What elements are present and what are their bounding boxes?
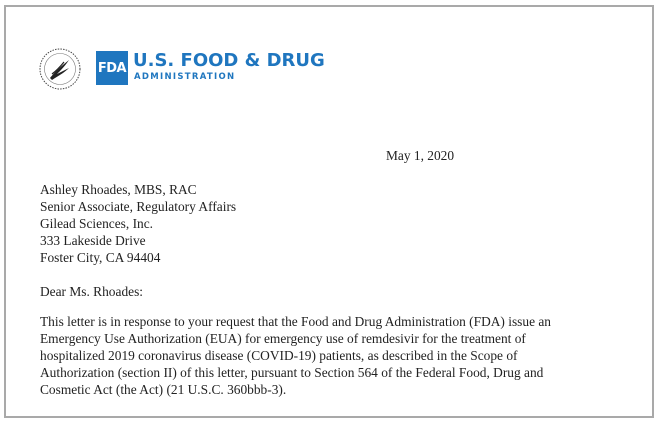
recipient-line: Foster City, CA 94404 — [40, 250, 161, 265]
body-line: hospitalized 2019 coronavirus disease (COVID-19) patients, as described in the Scope of — [40, 348, 518, 363]
body-line: Cosmetic Act (the Act) (21 U.S.C. 360bbb-3). — [40, 382, 287, 397]
agency-name: U.S. FOOD & DRUG — [133, 50, 325, 71]
recipient-line: Ashley Rhoades, MBS, RAC — [40, 182, 197, 197]
body-line: Emergency Use Authorization (EUA) for emergency use of remdesivir for the treatment of — [40, 331, 526, 346]
recipient-line: Gilead Sciences, Inc. — [40, 216, 154, 231]
body-line: Authorization (section II) of this letter, pursuant to Section 564 of the Federal Food, Drug and — [40, 365, 544, 380]
salutation: Dear Ms. Rhoades: — [40, 284, 144, 299]
letter-date: May 1, 2020 — [386, 148, 455, 163]
body-line: This letter is in response to your request that the Food and Drug Administration (FDA) issue an — [40, 314, 552, 329]
letter-body — [40, 313, 551, 398]
recipient-line: Senior Associate, Regulatory Affairs — [40, 199, 237, 214]
recipient-line: 333 Lakeside Drive — [40, 233, 146, 248]
fda-logo-box: FDA — [96, 51, 128, 85]
hhs-seal-icon — [38, 47, 82, 91]
agency-subtitle: ADMINISTRATION — [134, 72, 236, 82]
recipient-address — [40, 181, 236, 266]
